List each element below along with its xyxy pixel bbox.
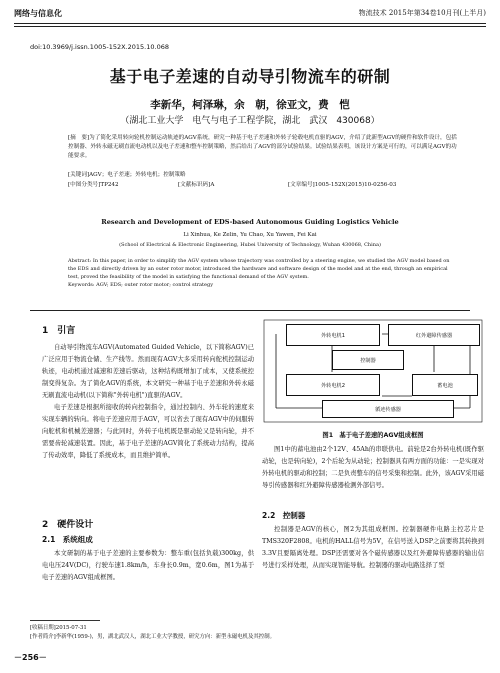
footnotes xyxy=(30,624,450,642)
box-controller: 控制器 xyxy=(332,350,404,370)
section-2-2-heading: 2.2 控制器 xyxy=(262,511,306,520)
box-battery: 蓄电池 xyxy=(412,374,478,396)
received-date: [收稿日期]2015-07-31 xyxy=(30,625,87,631)
running-header xyxy=(14,6,486,20)
section-1-body xyxy=(42,342,254,462)
journal-issue: 物流技术 2015年第34卷10月刊(上半月) xyxy=(358,9,486,17)
page-number: －256－ xyxy=(14,653,47,662)
right-column-body-1 xyxy=(262,444,484,492)
section-2-1-paragraph: 本文研制的基于电子差速的主要参数为：整车重(包括负载)300kg，供电电压24V(DC)，行驶车速1.8km/h，车身长0.9m，宽0.6m，图1为基于电子差速的AGV组成框图。 xyxy=(42,550,254,581)
english-title: Research and Development of EDS-based Autonomous Guiding Logistics Vehicle xyxy=(101,218,399,226)
authors: 李新华，柯泽琳，余 朝，徐亚文，费 恺 xyxy=(150,99,350,111)
box-track-sensor: 循迹传感器 xyxy=(322,400,454,418)
right-column-body-2 xyxy=(262,524,484,572)
english-abstract-text: Abstract: In this paper, in order to simplify the AGV system whose trajectory was controlled by a steering engine, we studied the AGV model based on the EDS and directly driven by an outer rotor motor, introduced the hardware and software design of the model and at the end, through an empirical test, proved the feasibility of the model in satisfying the functional demand of the AGV system. xyxy=(68,258,450,280)
section-2-heading: 2 硬件设计 xyxy=(42,520,94,530)
section-1-paragraph-1: 自动导引物流车AGV(Automated Guided Vehicle，以下简称AGV)已广泛应用于物流仓储、生产线等。然而现有AGV大多采用转向舵机控制运动轨迹，电动机通过减速和差速后驱动，这种结构既增加了成本，又使系统控制变得复杂。为了简化AGV的系统，本文研究一种基于电子差速和外转永磁无刷直流电动机(以下简称"外转电机")直驱的AGV。 xyxy=(42,344,254,399)
header-rule-thin xyxy=(14,26,486,27)
journal-section: 网络与信息化 xyxy=(14,9,62,18)
header-rule xyxy=(14,23,486,24)
section-1-heading: 1 引言 xyxy=(42,326,76,336)
controller-paragraph: 控制器是AGV的核心，图2为其组成框图。控制器硬件电路主控芯片是TMS320F2808。电机的HALL信号为5V，在信号送入DSP之前要将其转换到3.3V且要隔离处理。DSP还需要对各个磁传感器以及红外避障传感器的输出信号进行采样处理，从而实现智能导航。控制器的驱动电路选择了型 xyxy=(262,526,484,569)
section-1-paragraph-2: 电子差速是根据所接收的转向控制指令，通过控制内、外车轮的速度来实现车辆的转向。将电子差速应用于AGV，可以省去了现有AGV中的伺服转向舵机和机械差速器；与此同时，外转子电机既是驱动轮又是转向轮，并不需要齿轮减速装置。因此，基于电子差速的AGV简化了系统动力结构，提高了传动效率，降低了系统成本，而且维护简单。 xyxy=(42,404,254,459)
figure-1-diagram xyxy=(262,318,484,424)
section-2-1-body xyxy=(42,548,254,584)
author-bio: [作者简介]李新华(1959-)，男，湖北武汉人，湖北工业大学教授，研究方向：新型永磁电机及其控制。 xyxy=(30,634,275,640)
abstract-divider xyxy=(30,310,470,311)
figure-1-caption: 图1 基于电子差速的AGV组成框图 xyxy=(322,432,424,439)
class-number: [中图分类号]TP242 xyxy=(68,182,119,188)
doi: doi:10.3969/j.issn.1005-152X.2015.10.068 xyxy=(30,43,169,51)
box-ir-sensor: 红外避障传感器 xyxy=(388,324,480,346)
figure-description-paragraph: 图1中的蓄电池由2个12V、45Ah的串联供电。前轮是2台外转电机(既作驱动轮，也是转向轮)，2个后轮为从动轮；控制器具有两方面的功能：一是实现对外转电机的驱动和控制；二是负责整车的信号采集和控制。此外，该AGV采用磁导引传感器和红外避障传感器检测外部信号。 xyxy=(262,446,484,489)
keywords-cn: [关键词]AGV；电子差速；外转电机；控制策略 xyxy=(68,172,186,178)
english-abstract xyxy=(68,257,458,289)
document-code: [文献标识码]A xyxy=(178,182,215,188)
article-number: [文章编号]1005-152X(2015)10-0256-03 xyxy=(288,182,397,188)
english-affiliation: (School of Electrical & Electronic Engineering, Hubei University of Technology, Wuhan 430068, China) xyxy=(119,242,381,248)
footnote-rule xyxy=(30,620,100,621)
english-authors: Li Xinhua, Ke Zelin, Yu Chao, Xu Yawen, Fei Kai xyxy=(183,232,317,238)
affiliation: （湖北工业大学 电气与电子工程学院，湖北 武汉 430068） xyxy=(120,116,380,126)
paper-title: 基于电子差速的自动导引物流车的研制 xyxy=(109,67,391,86)
box-external-motor-1: 外转电机1 xyxy=(286,324,380,346)
english-keywords: Keywords: AGV; EDS; outer rotor motor; control strategy xyxy=(68,282,214,288)
abstract-cn: [摘 要]为了简化采用转向轮机控制运动轨迹的AGV系统，研究一种基于电子差速和外转子轮毂电机直驱的AGV，介绍了此新型AGV的硬件和软件设计，包括控制器、外转永磁无刷直流电动机以及电子差速和整车控制策略，然后给出了AGV的部分试验结果。试验结果表明，该设计方案是可行的，可以满足AGV的功能要求。 xyxy=(68,135,457,159)
classification-row xyxy=(68,180,458,188)
box-external-motor-2: 外转电机2 xyxy=(286,374,380,396)
section-2-1-heading: 2.1 系统组成 xyxy=(42,535,93,544)
